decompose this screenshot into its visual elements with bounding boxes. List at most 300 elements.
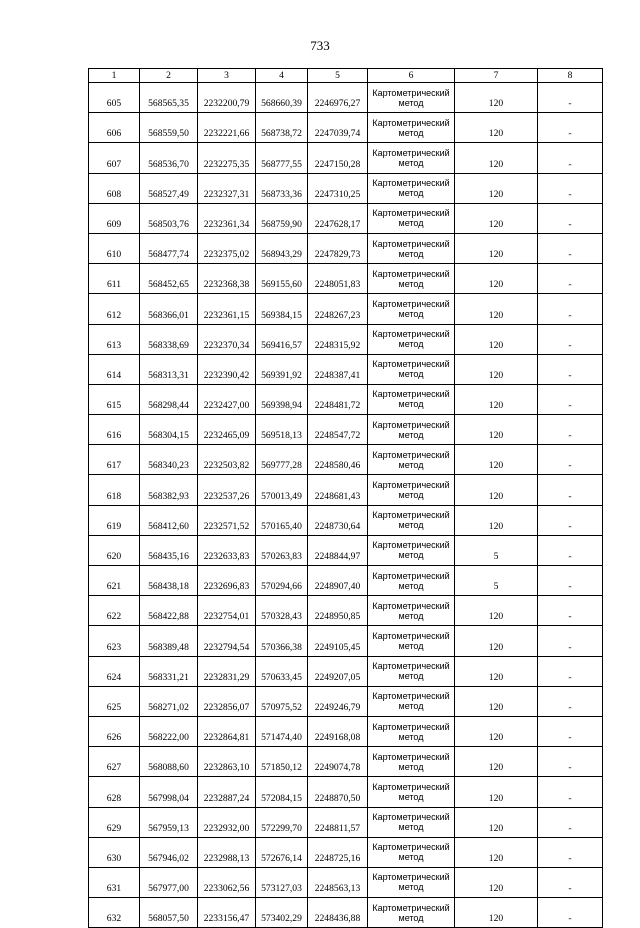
- note-cell: -: [538, 566, 603, 596]
- point-number-cell: 623: [89, 626, 140, 656]
- table-row: [89, 113, 603, 143]
- x2-cell: 572676,14: [256, 837, 308, 867]
- x1-cell: 568565,35: [140, 83, 198, 113]
- table-row: [89, 475, 603, 505]
- method-cell: [368, 324, 455, 354]
- method-text-line: метод: [398, 731, 424, 742]
- point-number-cell: 607: [89, 143, 140, 173]
- method-text-line: Картометрический: [372, 117, 450, 128]
- method-text-line: метод: [398, 701, 424, 712]
- table-row: [89, 626, 603, 656]
- table-row: [89, 264, 603, 294]
- table-row: [89, 898, 603, 928]
- y2-cell: 2248267,23: [308, 294, 368, 324]
- method-text-line: метод: [398, 308, 424, 319]
- x1-cell: 568477,74: [140, 233, 198, 263]
- point-number-cell: 621: [89, 566, 140, 596]
- point-number-cell: 606: [89, 113, 140, 143]
- method-text-line: метод: [398, 399, 424, 410]
- note-cell: -: [538, 807, 603, 837]
- method-text-line: Картометрический: [372, 600, 450, 611]
- y2-cell: 2249105,45: [308, 626, 368, 656]
- method-cell: [368, 747, 455, 777]
- y1-cell: 2232503,82: [198, 445, 256, 475]
- column-header: 7: [455, 69, 538, 83]
- x1-cell: 567977,00: [140, 867, 198, 897]
- note-cell: -: [538, 867, 603, 897]
- method-text-line: метод: [398, 218, 424, 229]
- method-text-line: Картометрический: [372, 208, 450, 219]
- method-text-line: Картометрический: [372, 359, 450, 370]
- y1-cell: 2232887,24: [198, 777, 256, 807]
- method-cell: [368, 83, 455, 113]
- method-text-line: метод: [398, 520, 424, 531]
- method-text-line: метод: [398, 580, 424, 591]
- table-row: [89, 777, 603, 807]
- accuracy-cell: 120: [455, 294, 538, 324]
- y1-cell: 2232537,26: [198, 475, 256, 505]
- y2-cell: 2248907,40: [308, 566, 368, 596]
- table-body: [89, 83, 603, 928]
- method-text-line: метод: [398, 127, 424, 138]
- method-cell: [368, 173, 455, 203]
- table-row: [89, 867, 603, 897]
- table-row: [89, 535, 603, 565]
- x2-cell: 570366,38: [256, 626, 308, 656]
- method-text-line: Картометрический: [372, 661, 450, 672]
- method-text-line: метод: [398, 188, 424, 199]
- y1-cell: 2232375,02: [198, 233, 256, 263]
- x1-cell: 568088,60: [140, 747, 198, 777]
- accuracy-cell: 120: [455, 384, 538, 414]
- y1-cell: 2232361,15: [198, 294, 256, 324]
- method-cell: [368, 596, 455, 626]
- method-text-line: Картометрический: [372, 87, 450, 98]
- x1-cell: 568438,18: [140, 566, 198, 596]
- y2-cell: 2249246,79: [308, 686, 368, 716]
- note-cell: -: [538, 415, 603, 445]
- method-text-line: Картометрический: [372, 238, 450, 249]
- x2-cell: 571474,40: [256, 716, 308, 746]
- method-cell: [368, 626, 455, 656]
- method-text-line: метод: [398, 671, 424, 682]
- method-text-line: метод: [398, 610, 424, 621]
- point-number-cell: 615: [89, 384, 140, 414]
- x2-cell: 568733,36: [256, 173, 308, 203]
- coordinates-table: [88, 68, 603, 928]
- y2-cell: 2248725,16: [308, 837, 368, 867]
- x1-cell: 568222,00: [140, 716, 198, 746]
- point-number-cell: 612: [89, 294, 140, 324]
- x1-cell: 568536,70: [140, 143, 198, 173]
- method-cell: [368, 264, 455, 294]
- table-row: [89, 807, 603, 837]
- y2-cell: 2248730,64: [308, 505, 368, 535]
- y1-cell: 2232696,83: [198, 566, 256, 596]
- x2-cell: 570294,66: [256, 566, 308, 596]
- method-text-line: метод: [398, 822, 424, 833]
- method-cell: [368, 203, 455, 233]
- method-cell: [368, 505, 455, 535]
- method-text-line: Картометрический: [372, 147, 450, 158]
- y2-cell: 2248950,85: [308, 596, 368, 626]
- y2-cell: 2248870,50: [308, 777, 368, 807]
- note-cell: -: [538, 203, 603, 233]
- x1-cell: 568057,50: [140, 898, 198, 928]
- x2-cell: 570328,43: [256, 596, 308, 626]
- method-cell: [368, 294, 455, 324]
- note-cell: -: [538, 475, 603, 505]
- point-number-cell: 614: [89, 354, 140, 384]
- accuracy-cell: 120: [455, 113, 538, 143]
- table-row: [89, 324, 603, 354]
- method-text-line: Картометрический: [372, 781, 450, 792]
- x1-cell: 568331,21: [140, 656, 198, 686]
- y2-cell: 2248481,72: [308, 384, 368, 414]
- table-row: [89, 716, 603, 746]
- point-number-cell: 605: [89, 83, 140, 113]
- x1-cell: 568313,31: [140, 354, 198, 384]
- method-cell: [368, 415, 455, 445]
- method-text-line: Картометрический: [372, 268, 450, 279]
- x2-cell: 569416,57: [256, 324, 308, 354]
- method-cell: [368, 716, 455, 746]
- column-header: 5: [308, 69, 368, 83]
- method-text-line: Картометрический: [372, 570, 450, 581]
- y1-cell: 2232988,13: [198, 837, 256, 867]
- note-cell: -: [538, 686, 603, 716]
- point-number-cell: 613: [89, 324, 140, 354]
- x2-cell: 570013,49: [256, 475, 308, 505]
- point-number-cell: 624: [89, 656, 140, 686]
- accuracy-cell: 120: [455, 686, 538, 716]
- accuracy-cell: 120: [455, 656, 538, 686]
- x1-cell: 568382,93: [140, 475, 198, 505]
- accuracy-cell: 120: [455, 596, 538, 626]
- method-text-line: метод: [398, 278, 424, 289]
- method-text-line: метод: [398, 640, 424, 651]
- accuracy-cell: 120: [455, 867, 538, 897]
- page-number: 733: [310, 38, 330, 53]
- y1-cell: 2232633,83: [198, 535, 256, 565]
- accuracy-cell: 120: [455, 777, 538, 807]
- note-cell: -: [538, 716, 603, 746]
- x2-cell: 569391,92: [256, 354, 308, 384]
- accuracy-cell: 120: [455, 505, 538, 535]
- point-number-cell: 620: [89, 535, 140, 565]
- method-text-line: Картометрический: [372, 449, 450, 460]
- method-text-line: метод: [398, 339, 424, 350]
- method-cell: [368, 475, 455, 505]
- x1-cell: 568412,60: [140, 505, 198, 535]
- x1-cell: 568389,48: [140, 626, 198, 656]
- method-text-line: метод: [398, 157, 424, 168]
- note-cell: -: [538, 354, 603, 384]
- table-row: [89, 505, 603, 535]
- x2-cell: 569518,13: [256, 415, 308, 445]
- point-number-cell: 616: [89, 415, 140, 445]
- y2-cell: 2248387,41: [308, 354, 368, 384]
- method-cell: [368, 777, 455, 807]
- y2-cell: 2248681,43: [308, 475, 368, 505]
- note-cell: -: [538, 264, 603, 294]
- table-row: [89, 596, 603, 626]
- x2-cell: 568759,90: [256, 203, 308, 233]
- note-cell: -: [538, 445, 603, 475]
- accuracy-cell: 120: [455, 898, 538, 928]
- x2-cell: 568660,39: [256, 83, 308, 113]
- method-text-line: Картометрический: [372, 329, 450, 340]
- method-text-line: Картометрический: [372, 510, 450, 521]
- method-text-line: Картометрический: [372, 630, 450, 641]
- column-header: 6: [368, 69, 455, 83]
- method-cell: [368, 686, 455, 716]
- y1-cell: 2232275,35: [198, 143, 256, 173]
- y1-cell: 2232368,38: [198, 264, 256, 294]
- column-header: 3: [198, 69, 256, 83]
- y2-cell: 2246976,27: [308, 83, 368, 113]
- point-number-cell: 626: [89, 716, 140, 746]
- x1-cell: 567946,02: [140, 837, 198, 867]
- x2-cell: 570975,52: [256, 686, 308, 716]
- table-row: [89, 294, 603, 324]
- x1-cell: 568304,15: [140, 415, 198, 445]
- accuracy-cell: 120: [455, 475, 538, 505]
- x2-cell: 568777,55: [256, 143, 308, 173]
- method-text-line: метод: [398, 791, 424, 802]
- y1-cell: 2232932,00: [198, 807, 256, 837]
- y2-cell: 2248051,83: [308, 264, 368, 294]
- point-number-cell: 617: [89, 445, 140, 475]
- x1-cell: 568422,88: [140, 596, 198, 626]
- y2-cell: 2248580,46: [308, 445, 368, 475]
- note-cell: -: [538, 233, 603, 263]
- method-text-line: метод: [398, 459, 424, 470]
- y1-cell: 2232200,79: [198, 83, 256, 113]
- method-text-line: Картометрический: [372, 812, 450, 823]
- method-text-line: Картометрический: [372, 872, 450, 883]
- y1-cell: 2232831,29: [198, 656, 256, 686]
- y2-cell: 2247039,74: [308, 113, 368, 143]
- method-cell: [368, 445, 455, 475]
- x2-cell: 569155,60: [256, 264, 308, 294]
- note-cell: -: [538, 777, 603, 807]
- method-cell: [368, 656, 455, 686]
- y2-cell: 2249074,78: [308, 747, 368, 777]
- method-cell: [368, 354, 455, 384]
- note-cell: -: [538, 596, 603, 626]
- note-cell: -: [538, 535, 603, 565]
- accuracy-cell: 120: [455, 143, 538, 173]
- method-cell: [368, 867, 455, 897]
- point-number-cell: 618: [89, 475, 140, 505]
- method-text-line: Картометрический: [372, 902, 450, 913]
- method-text-line: Картометрический: [372, 178, 450, 189]
- note-cell: -: [538, 113, 603, 143]
- method-text-line: метод: [398, 429, 424, 440]
- table-row: [89, 384, 603, 414]
- y1-cell: 2232863,10: [198, 747, 256, 777]
- table-row: [89, 686, 603, 716]
- point-number-cell: 627: [89, 747, 140, 777]
- method-text-line: Картометрический: [372, 842, 450, 853]
- x2-cell: 573402,29: [256, 898, 308, 928]
- x2-cell: 571850,12: [256, 747, 308, 777]
- method-text-line: метод: [398, 761, 424, 772]
- y1-cell: 2232221,66: [198, 113, 256, 143]
- x2-cell: 569398,94: [256, 384, 308, 414]
- y1-cell: 2232856,07: [198, 686, 256, 716]
- accuracy-cell: 120: [455, 264, 538, 294]
- column-header: 4: [256, 69, 308, 83]
- y1-cell: 2233156,47: [198, 898, 256, 928]
- y1-cell: 2233062,56: [198, 867, 256, 897]
- method-cell: [368, 384, 455, 414]
- method-text-line: Картометрический: [372, 419, 450, 430]
- accuracy-cell: 120: [455, 716, 538, 746]
- note-cell: -: [538, 656, 603, 686]
- method-text-line: Картометрический: [372, 298, 450, 309]
- accuracy-cell: 120: [455, 354, 538, 384]
- y2-cell: 2247628,17: [308, 203, 368, 233]
- y2-cell: 2249207,05: [308, 656, 368, 686]
- accuracy-cell: 120: [455, 415, 538, 445]
- x2-cell: 569777,28: [256, 445, 308, 475]
- column-header: 1: [89, 69, 140, 83]
- y2-cell: 2248315,92: [308, 324, 368, 354]
- method-cell: [368, 837, 455, 867]
- x2-cell: 572084,15: [256, 777, 308, 807]
- y1-cell: 2232327,31: [198, 173, 256, 203]
- x1-cell: 568559,50: [140, 113, 198, 143]
- y1-cell: 2232361,34: [198, 203, 256, 233]
- y2-cell: 2248811,57: [308, 807, 368, 837]
- point-number-cell: 625: [89, 686, 140, 716]
- accuracy-cell: 120: [455, 203, 538, 233]
- method-cell: [368, 566, 455, 596]
- method-text-line: метод: [398, 852, 424, 863]
- note-cell: -: [538, 747, 603, 777]
- accuracy-cell: 120: [455, 807, 538, 837]
- accuracy-cell: 120: [455, 837, 538, 867]
- point-number-cell: 631: [89, 867, 140, 897]
- method-text-line: метод: [398, 550, 424, 561]
- x2-cell: 573127,03: [256, 867, 308, 897]
- point-number-cell: 609: [89, 203, 140, 233]
- y2-cell: 2248547,72: [308, 415, 368, 445]
- y2-cell: 2247829,73: [308, 233, 368, 263]
- table-row: [89, 747, 603, 777]
- x1-cell: 568366,01: [140, 294, 198, 324]
- x2-cell: 572299,70: [256, 807, 308, 837]
- accuracy-cell: 120: [455, 626, 538, 656]
- x2-cell: 570633,45: [256, 656, 308, 686]
- table-row: [89, 354, 603, 384]
- method-text-line: Картометрический: [372, 389, 450, 400]
- point-number-cell: 632: [89, 898, 140, 928]
- x2-cell: 569384,15: [256, 294, 308, 324]
- method-cell: [368, 535, 455, 565]
- point-number-cell: 630: [89, 837, 140, 867]
- x1-cell: 568452,65: [140, 264, 198, 294]
- x1-cell: 568338,69: [140, 324, 198, 354]
- x1-cell: 568527,49: [140, 173, 198, 203]
- note-cell: -: [538, 626, 603, 656]
- note-cell: -: [538, 143, 603, 173]
- method-cell: [368, 143, 455, 173]
- accuracy-cell: 120: [455, 83, 538, 113]
- y2-cell: 2247150,28: [308, 143, 368, 173]
- y1-cell: 2232390,42: [198, 354, 256, 384]
- method-text-line: метод: [398, 490, 424, 501]
- table-row: [89, 233, 603, 263]
- method-cell: [368, 898, 455, 928]
- note-cell: -: [538, 324, 603, 354]
- y2-cell: 2247310,25: [308, 173, 368, 203]
- table-row: [89, 415, 603, 445]
- note-cell: -: [538, 384, 603, 414]
- table-row: [89, 445, 603, 475]
- note-cell: -: [538, 294, 603, 324]
- note-cell: -: [538, 83, 603, 113]
- note-cell: -: [538, 505, 603, 535]
- method-text-line: Картометрический: [372, 480, 450, 491]
- x1-cell: 568271,02: [140, 686, 198, 716]
- accuracy-cell: 5: [455, 566, 538, 596]
- method-text-line: Картометрический: [372, 540, 450, 551]
- table-row: [89, 203, 603, 233]
- x1-cell: 568298,44: [140, 384, 198, 414]
- method-text-line: метод: [398, 369, 424, 380]
- point-number-cell: 610: [89, 233, 140, 263]
- accuracy-cell: 120: [455, 445, 538, 475]
- y1-cell: 2232794,54: [198, 626, 256, 656]
- column-header: 8: [538, 69, 603, 83]
- y1-cell: 2232754,01: [198, 596, 256, 626]
- method-text-line: метод: [398, 882, 424, 893]
- y1-cell: 2232427,00: [198, 384, 256, 414]
- method-text-line: Картометрический: [372, 691, 450, 702]
- table-header-row: [89, 69, 603, 83]
- y1-cell: 2232571,52: [198, 505, 256, 535]
- table-row: [89, 837, 603, 867]
- method-cell: [368, 233, 455, 263]
- accuracy-cell: 120: [455, 173, 538, 203]
- x2-cell: 570263,83: [256, 535, 308, 565]
- accuracy-cell: 120: [455, 324, 538, 354]
- note-cell: -: [538, 898, 603, 928]
- method-text-line: метод: [398, 912, 424, 923]
- y1-cell: 2232465,09: [198, 415, 256, 445]
- x1-cell: 567998,04: [140, 777, 198, 807]
- table-row: [89, 143, 603, 173]
- y1-cell: 2232864,81: [198, 716, 256, 746]
- note-cell: -: [538, 173, 603, 203]
- table-row: [89, 83, 603, 113]
- method-cell: [368, 113, 455, 143]
- table-row: [89, 656, 603, 686]
- x1-cell: 568340,23: [140, 445, 198, 475]
- accuracy-cell: 120: [455, 233, 538, 263]
- x2-cell: 568943,29: [256, 233, 308, 263]
- method-text-line: Картометрический: [372, 721, 450, 732]
- accuracy-cell: 120: [455, 747, 538, 777]
- method-text-line: метод: [398, 248, 424, 259]
- accuracy-cell: 5: [455, 535, 538, 565]
- point-number-cell: 611: [89, 264, 140, 294]
- method-text-line: Картометрический: [372, 751, 450, 762]
- y2-cell: 2249168,08: [308, 716, 368, 746]
